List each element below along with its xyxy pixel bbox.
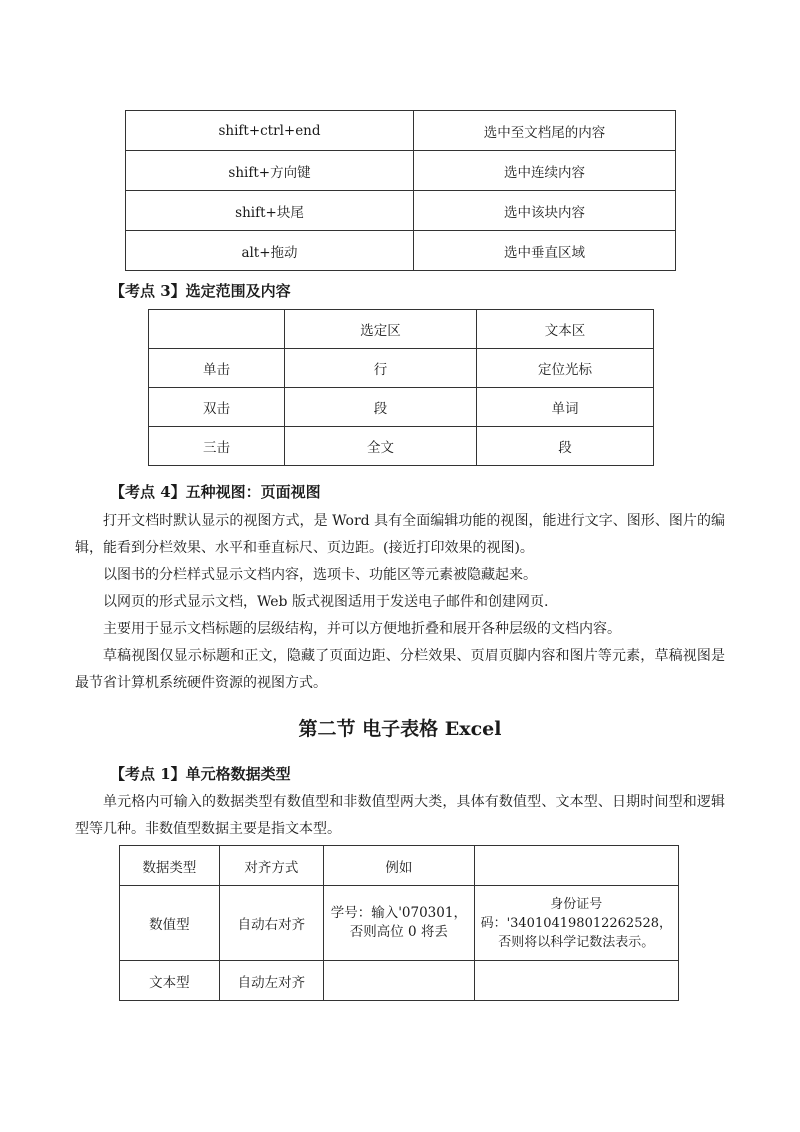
table-header-cell: 文本区 — [477, 310, 654, 349]
paragraph-page-view: 打开文档时默认显示的视图方式，是 Word 具有全面编辑功能的视图，能进行文字、图形、图片的编辑，能看到分栏效果、水平和垂直标尺、页边距。(接近打印效果的视图)。 — [75, 513, 725, 556]
table-cell: 行 — [285, 349, 477, 388]
table-cell: 数值型 — [120, 886, 220, 961]
table-cell: 定位光标 — [477, 349, 654, 388]
table-cell: shift+块尾 — [126, 191, 414, 231]
table-cell: 选中该块内容 — [414, 191, 676, 231]
table-cell: 文本型 — [120, 961, 220, 1001]
table-row — [149, 349, 654, 388]
shortcut-table — [125, 110, 676, 271]
table-cell: 全文 — [285, 427, 477, 466]
table-cell: shift+方向键 — [126, 151, 414, 191]
table-row — [120, 961, 679, 1001]
kp1-heading: 【考点 1】单元格数据类型 — [110, 765, 291, 783]
table-row — [126, 111, 676, 151]
table-header-cell: 数据类型 — [120, 846, 220, 886]
table-row — [126, 151, 676, 191]
table-cell: 三击 — [149, 427, 285, 466]
table-row — [126, 231, 676, 271]
table-cell — [324, 961, 474, 1001]
paragraph-outline-view: 主要用于显示文档标题的层级结构，并可以方便地折叠和展开各种层级的文档内容。 — [103, 621, 621, 637]
table-cell: 双击 — [149, 388, 285, 427]
datatype-table — [119, 845, 679, 1001]
table-row — [149, 388, 654, 427]
table-header-row — [149, 310, 654, 349]
table-header-cell — [149, 310, 285, 349]
table-cell: 单击 — [149, 349, 285, 388]
section-title: 第二节 电子表格 Excel — [298, 718, 502, 740]
table-cell: 选中垂直区域 — [414, 231, 676, 271]
table-cell: 身份证号码：'340104198012262528，否则将以科学记数法表示。 — [474, 886, 678, 961]
table-cell — [474, 961, 678, 1001]
kp4-heading: 【考点 4】五种视图：页面视图 — [110, 483, 321, 501]
table-cell: alt+拖动 — [126, 231, 414, 271]
paragraph-web-view: 以网页的形式显示文档，Web 版式视图适用于发送电子邮件和创建网页. — [103, 594, 549, 610]
table-cell: 自动左对齐 — [219, 961, 323, 1001]
table-cell: 选中至文档尾的内容 — [414, 111, 676, 151]
paragraph-data-types: 单元格内可输入的数据类型有数值型和非数值型两大类，具体有数值型、文本型、日期时间型和逻辑型等几种。非数值型数据主要是指文本型。 — [75, 794, 725, 837]
table-header-row — [120, 846, 679, 886]
table-row — [126, 191, 676, 231]
table-row — [120, 886, 679, 961]
table-cell: 单词 — [477, 388, 654, 427]
table-header-cell: 例如 — [324, 846, 474, 886]
table-cell: 选中连续内容 — [414, 151, 676, 191]
table-header-cell: 选定区 — [285, 310, 477, 349]
table-cell: shift+ctrl+end — [126, 111, 414, 151]
selection-table — [148, 309, 654, 466]
paragraph-draft-view: 草稿视图仅显示标题和正文，隐藏了页面边距、分栏效果、页眉页脚内容和图片等元素，草稿视图是最节省计算机系统硬件资源的视图方式。 — [75, 648, 725, 691]
table-cell: 自动右对齐 — [219, 886, 323, 961]
table-cell: 学号：输入'070301，否则高位 0 将丢 — [324, 886, 474, 961]
table-row — [149, 427, 654, 466]
table-header-cell: 对齐方式 — [219, 846, 323, 886]
table-cell: 段 — [285, 388, 477, 427]
table-cell: 段 — [477, 427, 654, 466]
kp3-heading: 【考点 3】选定范围及内容 — [110, 282, 291, 300]
table-header-cell — [474, 846, 678, 886]
paragraph-reading-view: 以图书的分栏样式显示文档内容，选项卡、功能区等元素被隐藏起来。 — [103, 567, 537, 583]
